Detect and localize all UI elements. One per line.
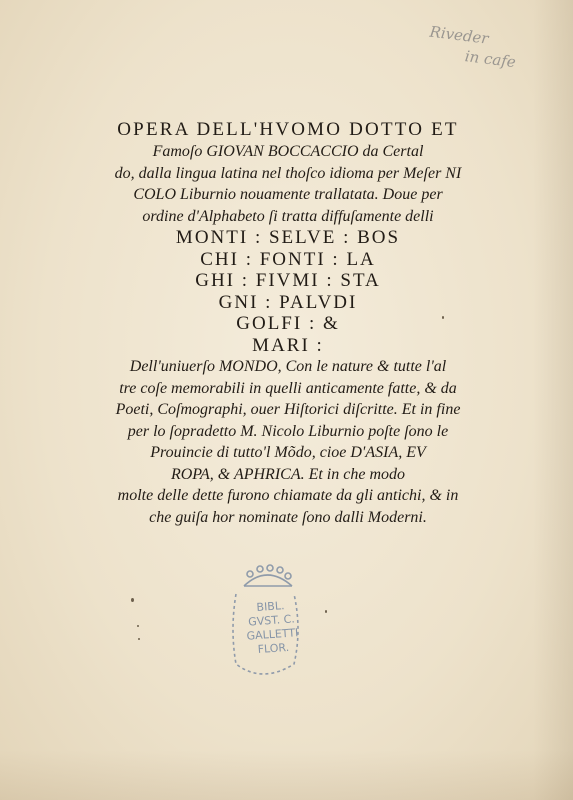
library-stamp	[222, 560, 312, 690]
title-page-text	[48, 118, 528, 528]
caps-line: CHI : FONTI : LA	[200, 248, 376, 270]
caps-line: MONTI : SELVE : BOS	[175, 227, 401, 248]
stamp-line: GALLETTI	[246, 626, 299, 643]
title-line: OPERA DELL'HVOMO DOTTO ET	[117, 119, 459, 140]
caps-line: GOLFI : &	[236, 313, 340, 334]
caps-line: MARI :	[252, 334, 324, 356]
caps-line: GHI : FIVMI : STA	[195, 270, 381, 291]
text-line: ordine d'Alphabeto ſi tratta diffuſamente delli	[142, 207, 434, 225]
text-line: Prouincie di tutto'l Mõdo, cioe D'ASIA, EV	[150, 444, 426, 461]
ink-speck	[131, 598, 134, 602]
stamp-line: GVST. C.	[247, 612, 296, 629]
text-line: tre coſe memorabili in quelli anticamente fatte, & da	[119, 379, 457, 397]
handwritten-note-line: in cafe	[463, 47, 517, 72]
ink-speck	[442, 316, 444, 319]
handwritten-note	[426, 22, 570, 79]
text-line: molte delle dette furono chiamate da gli antichi, & in	[117, 487, 459, 504]
ink-speck	[325, 610, 327, 613]
text-line: COLO Liburnio nouamente trallatata. Doue per	[133, 186, 443, 203]
text-line: per lo ſopradetto M. Nicolo Liburnio poſte ſono le	[127, 422, 449, 440]
text-line: do, dalla lingua latina nel thoſco idioma per Meſer NI	[114, 164, 462, 182]
stamp-text	[230, 597, 314, 658]
text-line: che guiſa hor nominate ſono dalli Moderni.	[149, 508, 427, 526]
caps-line: GNI : PALVDI	[218, 291, 358, 313]
text-line: Poeti, Coſmographi, ouer Hiſtorici diſcritte. Et in fine	[115, 401, 461, 418]
text-line: Famoſo GIOVAN BOCCACCIO da Certal	[152, 143, 424, 160]
text-line: Dell'uniuerſo MONDO, Con le nature & tutte l'al	[129, 358, 447, 375]
text-line: ROPA, & APHRICA. Et in che modo	[170, 465, 406, 483]
stamp-line: FLOR.	[257, 640, 290, 657]
ink-speck	[138, 638, 140, 640]
handwritten-note-line: Riveder	[428, 22, 490, 48]
stamp-line: BIBL.	[256, 599, 285, 615]
ink-speck	[137, 625, 139, 627]
